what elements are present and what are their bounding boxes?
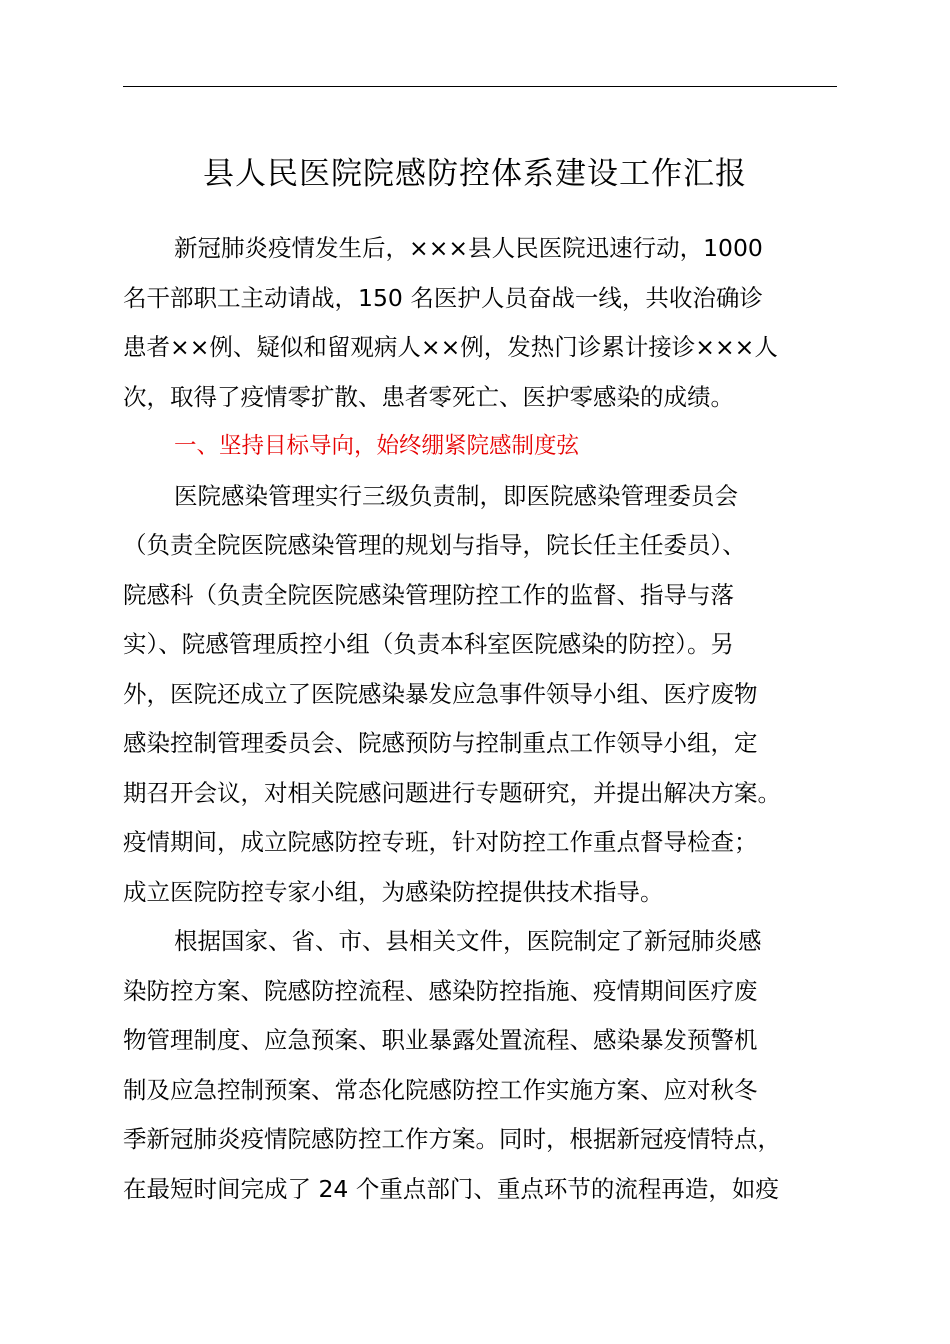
header-rule [123,86,837,87]
paragraph-1-line-1: 新冠肺炎疫情发生后，×××县人民医院迅速行动，1000 [174,234,763,262]
paragraph-2-line-7: 期召开会议，对相关院感问题进行专题研究，并提出解决方案。 [123,778,781,807]
paragraph-1-line-2: 名干部职工主动请战，150 名医护人员奋战一线，共收治确诊 [123,283,763,312]
paragraph-3-line-6: 在最短时间完成了 24 个重点部门、重点环节的流程再造，如疫 [123,1174,779,1203]
paragraph-1-line-4: 次，取得了疫情零扩散、患者零死亡、医护零感染的成绩。 [123,382,734,411]
paragraph-2-line-1: 医院感染管理实行三级负责制，即医院感染管理委员会 [174,481,738,510]
paragraph-3-line-1: 根据国家、省、市、县相关文件，医院制定了新冠肺炎感 [174,927,762,955]
paragraph-2-line-4: 实）、院感管理质控小组（负责本科室医院感染的防控）。另 [123,630,734,658]
document-body [123,224,863,1214]
paragraph-3-line-4: 制及应急控制预案、常态化院感防控工作实施方案、应对秋冬 [123,1075,758,1104]
paragraph-2-line-9: 成立医院防控专家小组，为感染防控提供技术指导。 [123,877,664,906]
paragraph-2-line-6: 感染控制管理委员会、院感预防与控制重点工作领导小组，定 [123,729,758,757]
paragraph-1-line-3: 患者××例、疑似和留观病人××例，发热门诊累计接诊×××人 [123,333,778,361]
paragraph-2-line-5: 外，医院还成立了医院感染暴发应急事件领导小组、医疗废物 [123,679,758,708]
paragraph-3-line-2: 染防控方案、院感防控流程、感染防控指施、疫情期间医疗废 [123,976,758,1005]
paragraph-3-line-3: 物管理制度、应急预案、职业暴露处置流程、感染暴发预警机 [123,1026,758,1054]
paragraph-3-line-5: 季新冠肺炎疫情院感防控工作方案。同时，根据新冠疫情特点， [123,1125,781,1153]
paragraph-2-line-3: 院感科（负责全院医院感染管理防控工作的监督、指导与落 [123,580,734,609]
section-heading: 一、坚持目标导向，始终绷紧院感制度弦 [174,433,580,459]
paragraph-2-line-2: （负责全院医院感染管理的规划与指导，院长任主任委员）、 [123,531,746,559]
paragraph-2-line-8: 疫情期间，成立院感防控专班，针对防控工作重点督导检查； [123,828,758,856]
document-title: 县人民医院院感防控体系建设工作汇报 [203,156,747,192]
